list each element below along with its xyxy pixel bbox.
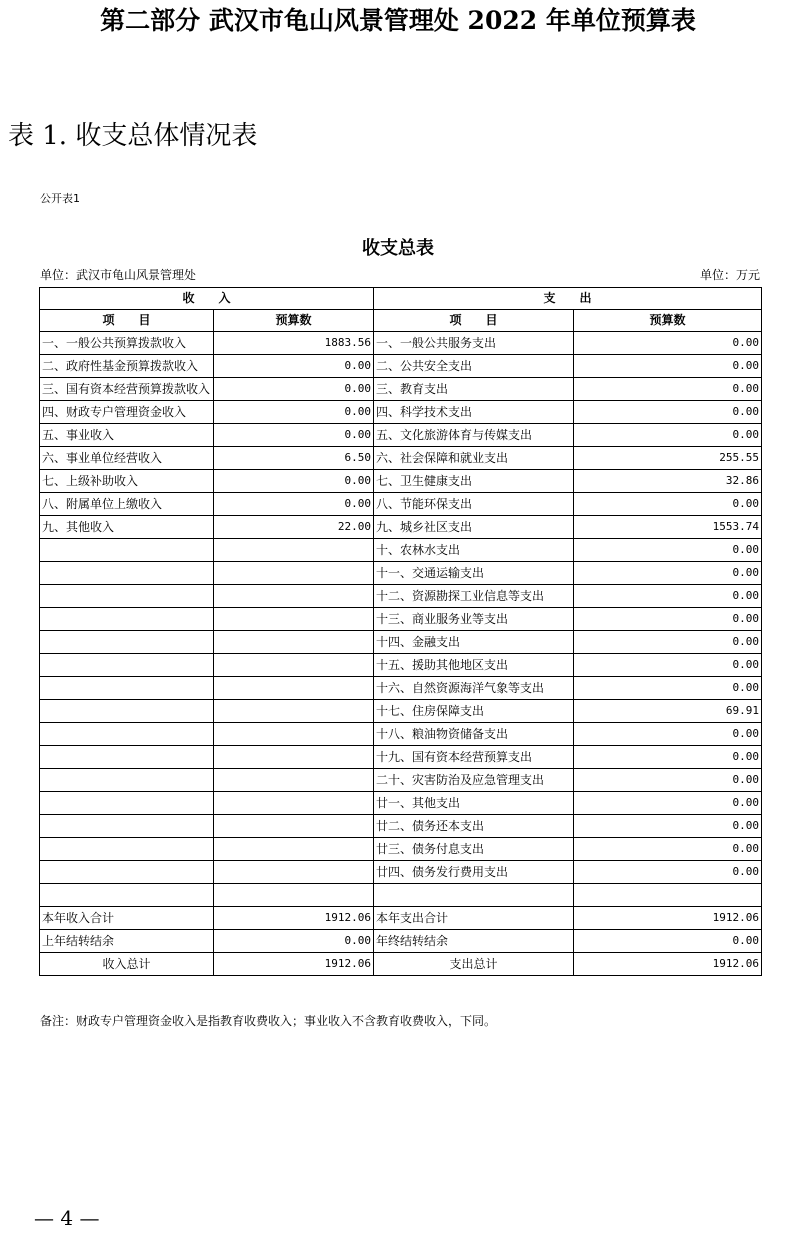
expense-item-cell: 二十、灾害防治及应急管理支出 <box>374 769 574 792</box>
income-amount-cell <box>214 769 374 792</box>
income-item-cell: 七、上级补助收入 <box>40 470 214 493</box>
table-row <box>40 723 762 746</box>
expense-item-header: 项 目 <box>374 310 574 332</box>
income-amount-cell <box>214 631 374 654</box>
income-amount-cell: 0.00 <box>214 378 374 401</box>
income-amount-cell: 0.00 <box>214 470 374 493</box>
empty-cell <box>214 884 374 907</box>
table-row <box>40 332 762 355</box>
table-row <box>40 539 762 562</box>
expense-item-cell: 十三、商业服务业等支出 <box>374 608 574 631</box>
expense-item-cell: 廿一、其他支出 <box>374 792 574 815</box>
expense-item-cell: 十九、国有资本经营预算支出 <box>374 746 574 769</box>
expense-amount-cell: 0.00 <box>574 378 762 401</box>
group-header-row <box>40 288 762 310</box>
expense-amount-header: 预算数 <box>574 310 762 332</box>
table-row <box>40 378 762 401</box>
income-item-cell <box>40 631 214 654</box>
income-item-cell <box>40 700 214 723</box>
table-row <box>40 631 762 654</box>
total-income-amount: 1912.06 <box>214 907 374 930</box>
income-amount-cell <box>214 539 374 562</box>
income-group-header: 收 入 <box>40 288 374 310</box>
income-amount-cell <box>214 746 374 769</box>
expense-amount-cell: 0.00 <box>574 815 762 838</box>
income-item-cell <box>40 746 214 769</box>
expense-item-cell: 一、一般公共服务支出 <box>374 332 574 355</box>
expense-amount-cell: 0.00 <box>574 424 762 447</box>
section-subheading: 表 1. 收支总体情况表 <box>8 121 258 151</box>
total-income-amount: 1912.06 <box>214 953 374 976</box>
total-expense-amount: 0.00 <box>574 930 762 953</box>
income-item-cell <box>40 585 214 608</box>
table-row <box>40 470 762 493</box>
income-amount-cell <box>214 861 374 884</box>
expense-amount-cell: 32.86 <box>574 470 762 493</box>
table-title: 收支总表 <box>362 238 434 259</box>
income-item-cell: 九、其他收入 <box>40 516 214 539</box>
table-row <box>40 654 762 677</box>
expense-amount-cell: 0.00 <box>574 723 762 746</box>
expense-amount-cell: 0.00 <box>574 585 762 608</box>
income-amount-cell <box>214 585 374 608</box>
total-row <box>40 907 762 930</box>
income-item-cell <box>40 838 214 861</box>
expense-item-cell: 三、教育支出 <box>374 378 574 401</box>
table-row <box>40 861 762 884</box>
income-item-cell: 六、事业单位经营收入 <box>40 447 214 470</box>
expense-item-cell: 五、文化旅游体育与传媒支出 <box>374 424 574 447</box>
income-amount-cell <box>214 608 374 631</box>
total-expense-amount: 1912.06 <box>574 953 762 976</box>
table-row <box>40 608 762 631</box>
income-amount-cell: 0.00 <box>214 355 374 378</box>
expense-amount-cell: 0.00 <box>574 608 762 631</box>
table-row <box>40 700 762 723</box>
table-row <box>40 838 762 861</box>
expense-item-cell: 六、社会保障和就业支出 <box>374 447 574 470</box>
expense-amount-cell: 0.00 <box>574 746 762 769</box>
expense-amount-cell: 0.00 <box>574 631 762 654</box>
expense-amount-cell: 0.00 <box>574 677 762 700</box>
income-item-cell <box>40 539 214 562</box>
income-amount-cell <box>214 654 374 677</box>
table-row <box>40 677 762 700</box>
column-header-row <box>40 310 762 332</box>
expense-item-cell: 廿四、债务发行费用支出 <box>374 861 574 884</box>
income-item-cell: 五、事业收入 <box>40 424 214 447</box>
table-number: 公开表1 <box>40 192 80 205</box>
total-row <box>40 953 762 976</box>
expense-item-cell: 十、农林水支出 <box>374 539 574 562</box>
expense-item-cell: 十四、金融支出 <box>374 631 574 654</box>
expense-amount-cell: 0.00 <box>574 493 762 516</box>
income-item-cell: 八、附属单位上缴收入 <box>40 493 214 516</box>
income-amount-cell: 0.00 <box>214 424 374 447</box>
empty-cell <box>574 884 762 907</box>
expense-item-cell: 十七、住房保障支出 <box>374 700 574 723</box>
table-row <box>40 424 762 447</box>
document-heading: 第二部分 武汉市龟山风景管理处 2022 年单位预算表 <box>100 6 696 35</box>
income-item-cell <box>40 723 214 746</box>
income-amount-cell <box>214 677 374 700</box>
total-income-label: 收入总计 <box>40 953 214 976</box>
income-item-cell <box>40 654 214 677</box>
income-amount-cell <box>214 723 374 746</box>
income-item-cell <box>40 562 214 585</box>
table-row <box>40 493 762 516</box>
expense-item-cell: 八、节能环保支出 <box>374 493 574 516</box>
table-row <box>40 447 762 470</box>
expense-amount-cell: 0.00 <box>574 654 762 677</box>
expense-amount-cell: 255.55 <box>574 447 762 470</box>
expense-item-cell: 十八、粮油物资储备支出 <box>374 723 574 746</box>
income-item-cell <box>40 861 214 884</box>
table-row <box>40 516 762 539</box>
income-item-cell: 四、财政专户管理资金收入 <box>40 401 214 424</box>
expense-amount-cell: 0.00 <box>574 539 762 562</box>
expense-item-cell: 十六、自然资源海洋气象等支出 <box>374 677 574 700</box>
income-item-cell <box>40 608 214 631</box>
empty-cell <box>40 884 214 907</box>
expense-item-cell: 廿二、债务还本支出 <box>374 815 574 838</box>
table-row <box>40 562 762 585</box>
expense-item-cell: 十一、交通运输支出 <box>374 562 574 585</box>
table-row <box>40 815 762 838</box>
expense-item-cell: 四、科学技术支出 <box>374 401 574 424</box>
income-item-header: 项 目 <box>40 310 214 332</box>
income-item-cell: 一、一般公共预算拨款收入 <box>40 332 214 355</box>
total-row <box>40 930 762 953</box>
table-row <box>40 769 762 792</box>
unit-row <box>40 266 760 283</box>
expense-item-cell: 十二、资源勘探工业信息等支出 <box>374 585 574 608</box>
total-expense-label: 年终结转结余 <box>374 930 574 953</box>
empty-cell <box>374 884 574 907</box>
income-amount-cell <box>214 700 374 723</box>
total-expense-amount: 1912.06 <box>574 907 762 930</box>
expense-amount-cell: 69.91 <box>574 700 762 723</box>
expense-item-cell: 廿三、债务付息支出 <box>374 838 574 861</box>
expense-amount-cell: 0.00 <box>574 861 762 884</box>
budget-table-body <box>40 288 762 976</box>
expense-amount-cell: 0.00 <box>574 355 762 378</box>
footnote: 备注：财政专户管理资金收入是指教育收费收入；事业收入不含教育收费收入，下同。 <box>40 1014 497 1028</box>
table-row <box>40 355 762 378</box>
income-item-cell <box>40 815 214 838</box>
table-row <box>40 585 762 608</box>
income-item-cell: 二、政府性基金预算拨款收入 <box>40 355 214 378</box>
expense-item-cell: 二、公共安全支出 <box>374 355 574 378</box>
expense-amount-cell: 0.00 <box>574 562 762 585</box>
table-row <box>40 401 762 424</box>
expense-amount-cell: 0.00 <box>574 792 762 815</box>
page-number: — 4 — <box>34 1206 100 1230</box>
expense-amount-cell: 0.00 <box>574 838 762 861</box>
income-amount-cell: 6.50 <box>214 447 374 470</box>
total-income-label: 上年结转结余 <box>40 930 214 953</box>
income-amount-cell <box>214 562 374 585</box>
total-income-label: 本年收入合计 <box>40 907 214 930</box>
expense-amount-cell: 0.00 <box>574 332 762 355</box>
income-amount-cell: 22.00 <box>214 516 374 539</box>
expense-amount-cell: 0.00 <box>574 401 762 424</box>
total-expense-label: 本年支出合计 <box>374 907 574 930</box>
expense-amount-cell: 1553.74 <box>574 516 762 539</box>
income-amount-cell: 1883.56 <box>214 332 374 355</box>
spacer-row <box>40 884 762 907</box>
unit-organization: 单位：武汉市龟山风景管理处 <box>40 268 197 282</box>
income-amount-cell <box>214 838 374 861</box>
income-item-cell <box>40 769 214 792</box>
expense-item-cell: 七、卫生健康支出 <box>374 470 574 493</box>
budget-table <box>39 287 762 976</box>
table-row <box>40 792 762 815</box>
income-item-cell: 三、国有资本经营预算拨款收入 <box>40 378 214 401</box>
income-amount-cell: 0.00 <box>214 401 374 424</box>
total-expense-label: 支出总计 <box>374 953 574 976</box>
income-amount-cell <box>214 815 374 838</box>
income-item-cell <box>40 792 214 815</box>
unit-currency: 单位：万元 <box>699 268 760 282</box>
total-income-amount: 0.00 <box>214 930 374 953</box>
income-amount-cell <box>214 792 374 815</box>
table-row <box>40 746 762 769</box>
expense-item-cell: 十五、援助其他地区支出 <box>374 654 574 677</box>
expense-item-cell: 九、城乡社区支出 <box>374 516 574 539</box>
income-item-cell <box>40 677 214 700</box>
income-amount-header: 预算数 <box>214 310 374 332</box>
expense-amount-cell: 0.00 <box>574 769 762 792</box>
expense-group-header: 支 出 <box>374 288 762 310</box>
income-amount-cell: 0.00 <box>214 493 374 516</box>
